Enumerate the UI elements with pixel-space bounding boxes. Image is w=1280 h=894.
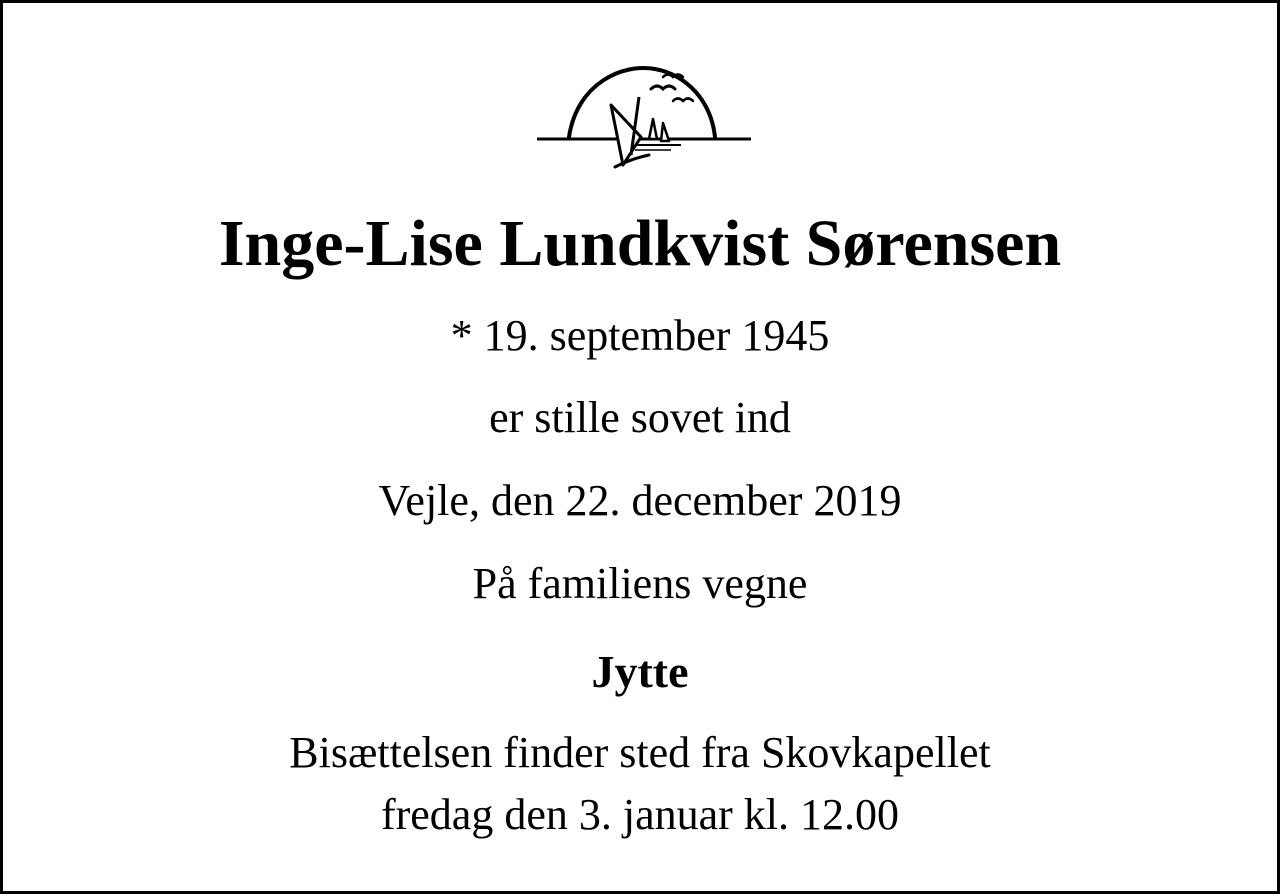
birth-date: * 19. september 1945 — [450, 311, 830, 360]
passing-phrase: er stille sovet ind — [489, 393, 791, 442]
signer-name: Jytte — [591, 646, 689, 697]
place-and-date: Vejle, den 22. december 2019 — [378, 476, 902, 525]
on-behalf-line: På familiens vegne — [472, 559, 808, 608]
funeral-info-line-1: Bisættelsen finder sted fra Skovkapellet — [289, 728, 991, 777]
funeral-info-line-2: fredag den 3. januar kl. 12.00 — [380, 790, 900, 839]
sunset-sailboats-gulls-icon — [531, 61, 755, 177]
deceased-name: Inge-Lise Lundkvist Sørensen — [218, 207, 1062, 280]
